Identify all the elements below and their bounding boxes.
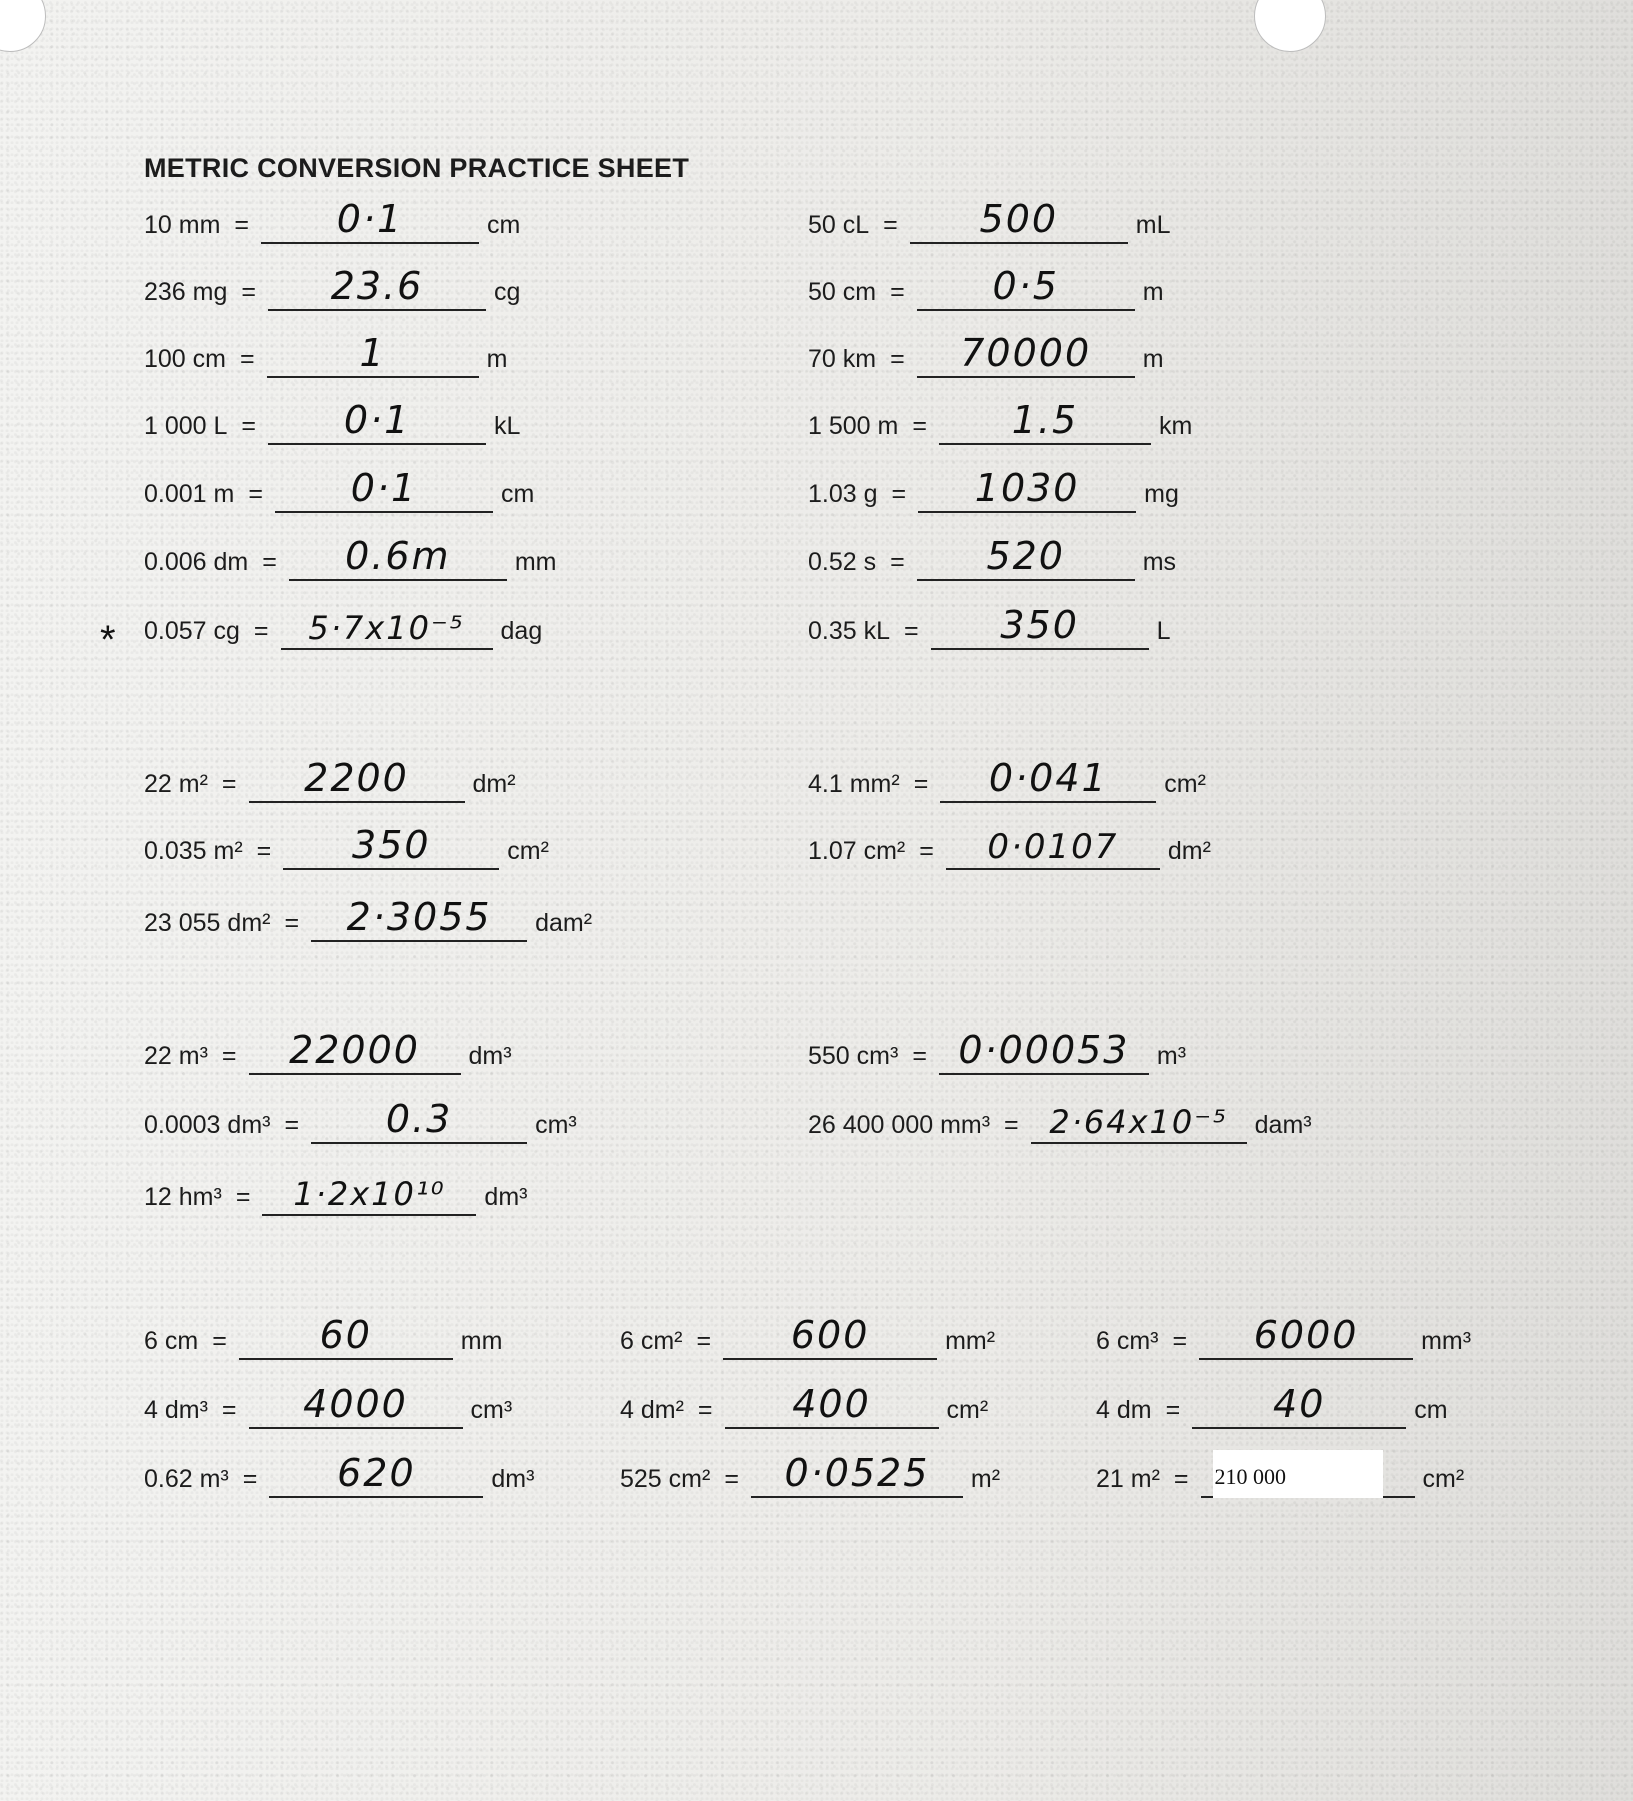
handwritten-answer: 23.6	[330, 264, 424, 308]
target-unit: cm	[500, 480, 535, 508]
handwritten-answer: 600	[790, 1313, 870, 1357]
question-row	[144, 1168, 527, 1216]
answer-blank	[939, 397, 1151, 445]
target-unit: dm³	[484, 1183, 528, 1211]
target-unit: m	[1142, 345, 1164, 373]
handwritten-answer: 5·7x10⁻⁵	[308, 609, 465, 647]
question-row	[620, 1450, 1000, 1498]
equals-sign: =	[1172, 1327, 1188, 1355]
handwritten-answer: 2·64x10⁻⁵	[1049, 1103, 1228, 1141]
answer-blank	[910, 196, 1128, 244]
question-row	[144, 465, 534, 513]
target-unit: cm³	[535, 1111, 577, 1139]
question-row	[808, 533, 1176, 581]
question-lhs: 4.1 mm²	[808, 770, 900, 798]
worksheet-title: METRIC CONVERSION PRACTICE SHEET	[144, 153, 690, 183]
answer-blank	[725, 1381, 939, 1429]
target-unit: m²	[970, 1465, 1001, 1493]
target-unit: mm	[460, 1327, 503, 1355]
question-row	[144, 330, 507, 378]
answer-blank	[917, 263, 1135, 311]
question-row	[808, 755, 1206, 803]
handwritten-answer: 60	[319, 1313, 372, 1357]
target-unit: mm²	[945, 1327, 996, 1355]
equals-sign: =	[242, 1465, 258, 1493]
equals-sign: =	[904, 617, 919, 645]
question-lhs: 4 dm³	[144, 1396, 208, 1424]
equals-sign: =	[234, 211, 250, 239]
question-lhs: 0.62 m³	[144, 1465, 229, 1493]
handwritten-answer: 0·1	[343, 398, 411, 442]
answer-blank	[1199, 1312, 1413, 1360]
binder-hole-left	[0, 0, 46, 52]
target-unit: cm²	[946, 1396, 989, 1424]
question-lhs: 0.35 kL	[808, 617, 891, 645]
question-row	[144, 397, 520, 445]
question-row	[1096, 1312, 1471, 1360]
question-lhs: 6 cm	[144, 1327, 199, 1355]
question-lhs: 6 cm²	[620, 1327, 683, 1355]
equals-sign: =	[1004, 1111, 1019, 1139]
target-unit: kL	[494, 412, 521, 440]
question-lhs: 23 055 dm²	[144, 909, 271, 937]
question-lhs: 1.03 g	[808, 480, 878, 508]
question-lhs: 0.057 cg	[144, 617, 240, 645]
equals-sign: =	[1165, 1396, 1181, 1424]
question-lhs: 6 cm³	[1096, 1327, 1159, 1355]
asterisk-marker: *	[100, 618, 116, 662]
answer-blank	[917, 533, 1135, 581]
answer-blank	[281, 602, 493, 650]
answer-blank	[268, 397, 486, 445]
handwritten-answer: 500	[979, 197, 1059, 241]
answer-blank	[1201, 1450, 1415, 1498]
answer-blank	[1031, 1096, 1247, 1144]
question-row	[808, 822, 1211, 870]
question-lhs: 22 m³	[144, 1042, 208, 1070]
question-lhs: 0.006 dm	[144, 548, 249, 576]
question-lhs: 26 400 000 mm³	[808, 1111, 991, 1139]
question-row	[808, 1096, 1312, 1144]
answer-blank	[751, 1450, 963, 1498]
equals-sign: =	[239, 345, 255, 373]
handwritten-answer: 1030	[974, 466, 1080, 510]
question-lhs: 12 hm³	[144, 1183, 222, 1211]
question-row	[808, 196, 1171, 244]
equals-sign: =	[284, 909, 300, 937]
handwritten-answer: 1	[359, 331, 386, 375]
question-row	[1096, 1450, 1464, 1498]
handwritten-answer: 0·041	[988, 756, 1108, 800]
handwritten-answer: 0·0107	[987, 827, 1119, 867]
target-unit: m	[1142, 278, 1164, 306]
target-unit: dm²	[472, 770, 516, 798]
handwritten-answer: 40	[1273, 1382, 1326, 1426]
question-lhs: 0.035 m²	[144, 837, 243, 865]
question-lhs: 0.52 s	[808, 548, 877, 576]
answer-blank	[940, 755, 1156, 803]
equals-sign: =	[890, 548, 905, 576]
answer-blank	[723, 1312, 937, 1360]
question-row	[144, 1381, 512, 1429]
handwritten-answer: 350	[1000, 603, 1079, 647]
target-unit: cm²	[1164, 770, 1206, 798]
question-row	[808, 465, 1179, 513]
question-row	[144, 822, 549, 870]
equals-sign: =	[891, 480, 907, 508]
handwritten-answer: 0.3	[385, 1097, 453, 1141]
equals-sign: =	[235, 1183, 251, 1211]
equals-sign: =	[253, 617, 269, 645]
target-unit: km	[1158, 412, 1193, 440]
question-lhs: 4 dm²	[620, 1396, 684, 1424]
target-unit: cm²	[507, 837, 549, 865]
equals-sign: =	[284, 1111, 300, 1139]
equals-sign: =	[262, 548, 277, 576]
question-row	[620, 1381, 988, 1429]
equals-sign: =	[1173, 1465, 1189, 1493]
answer-blank	[939, 1027, 1149, 1075]
target-unit: mL	[1135, 211, 1171, 239]
equals-sign: =	[256, 837, 272, 865]
question-row	[144, 755, 516, 803]
answer-blank	[918, 465, 1136, 513]
answer-blank	[917, 330, 1135, 378]
handwritten-answer: 1.5	[1011, 398, 1079, 442]
equals-sign: =	[913, 770, 929, 798]
equals-sign: =	[241, 412, 257, 440]
question-lhs: 21 m²	[1096, 1465, 1160, 1493]
handwritten-answer: 620	[337, 1451, 416, 1495]
target-unit: dm³	[491, 1465, 535, 1493]
question-lhs: 1 500 m	[808, 412, 899, 440]
equals-sign: =	[912, 1042, 927, 1070]
target-unit: m	[486, 345, 508, 373]
answer-blank	[269, 1450, 483, 1498]
equals-sign: =	[212, 1327, 227, 1355]
equals-sign: =	[883, 211, 898, 239]
question-lhs: 1 000 L	[144, 412, 228, 440]
question-row	[808, 263, 1164, 311]
target-unit: L	[1156, 617, 1171, 645]
target-unit: m³	[1156, 1042, 1187, 1070]
target-unit: mm³	[1421, 1327, 1472, 1355]
target-unit: cm	[487, 211, 521, 239]
equals-sign: =	[221, 770, 237, 798]
handwritten-answer: 22000	[289, 1028, 420, 1072]
target-unit: cm²	[1422, 1465, 1465, 1493]
question-lhs: 550 cm³	[808, 1042, 899, 1070]
answer-blank	[239, 1312, 453, 1360]
handwritten-answer: 2200	[304, 756, 409, 800]
answer-blank	[267, 330, 479, 378]
question-lhs: 10 mm	[144, 211, 221, 239]
question-row	[144, 1450, 534, 1498]
answer-blank	[311, 1096, 527, 1144]
handwritten-answer: 350	[352, 823, 431, 867]
question-row	[144, 894, 592, 942]
question-row	[144, 196, 520, 244]
question-row	[144, 602, 542, 650]
question-row	[144, 533, 557, 581]
question-lhs: 0.0003 dm³	[144, 1111, 271, 1139]
question-lhs: 50 cL	[808, 211, 870, 239]
equals-sign: =	[221, 1396, 237, 1424]
target-unit: dag	[500, 617, 543, 645]
handwritten-answer: 1·2x10¹⁰	[293, 1175, 446, 1213]
answer-blank	[249, 755, 465, 803]
handwritten-answer: 400	[792, 1382, 871, 1426]
answer-blank	[249, 1027, 461, 1075]
question-row	[808, 1027, 1186, 1075]
answer-blank	[931, 602, 1149, 650]
question-row	[144, 263, 520, 311]
question-row	[1096, 1381, 1448, 1429]
target-unit: cg	[494, 278, 521, 306]
question-lhs: 22 m²	[144, 770, 208, 798]
target-unit: mg	[1144, 480, 1179, 508]
question-lhs: 50 cm	[808, 278, 877, 306]
handwritten-answer: 70000	[960, 331, 1092, 375]
target-unit: cm³	[470, 1396, 513, 1424]
answer-blank	[268, 263, 486, 311]
target-unit: dam²	[535, 909, 593, 937]
handwritten-answer: 2·3055	[346, 895, 492, 939]
equals-sign: =	[248, 480, 263, 508]
handwritten-answer: 4000	[303, 1382, 408, 1426]
target-unit: dm²	[1167, 837, 1211, 865]
question-row	[808, 330, 1164, 378]
equals-sign: =	[890, 278, 905, 306]
question-row	[144, 1027, 512, 1075]
question-lhs: 1.07 cm²	[808, 837, 906, 865]
equals-sign: =	[919, 837, 934, 865]
equals-sign: =	[221, 1042, 237, 1070]
target-unit: cm	[1414, 1396, 1448, 1424]
equals-sign: =	[697, 1396, 713, 1424]
target-unit: mm	[514, 548, 557, 576]
question-row	[620, 1312, 995, 1360]
question-lhs: 100 cm	[144, 345, 226, 373]
question-row	[144, 1096, 577, 1144]
equals-sign: =	[912, 412, 927, 440]
answer-blank	[283, 822, 499, 870]
question-lhs: 525 cm²	[620, 1465, 711, 1493]
question-lhs: 0.001 m	[144, 480, 235, 508]
handwritten-answer: 0·1	[336, 197, 404, 241]
answer-blank	[275, 465, 493, 513]
handwritten-answer: 0·00053	[958, 1028, 1130, 1072]
equals-sign: =	[696, 1327, 712, 1355]
answer-blank	[946, 822, 1160, 870]
handwritten-answer: 0.6m	[345, 534, 451, 578]
answer-blank	[262, 1168, 476, 1216]
question-row	[808, 397, 1192, 445]
target-unit: ms	[1142, 548, 1177, 576]
answer-blank	[289, 533, 507, 581]
question-lhs: 4 dm	[1096, 1396, 1152, 1424]
target-unit: dm³	[468, 1042, 512, 1070]
answer-blank	[249, 1381, 463, 1429]
answer-blank	[1192, 1381, 1406, 1429]
equals-sign: =	[241, 278, 256, 306]
handwritten-answer: 520	[986, 534, 1065, 578]
handwritten-answer: 0·0525	[784, 1451, 930, 1495]
equals-sign: =	[890, 345, 905, 373]
handwritten-answer: 0·5	[992, 264, 1059, 308]
answer-blank	[261, 196, 479, 244]
target-unit: dam³	[1254, 1111, 1312, 1139]
handwritten-answer: 0·1	[350, 466, 418, 510]
question-row	[144, 1312, 502, 1360]
answer-blank	[311, 894, 527, 942]
question-lhs: 70 km	[808, 345, 877, 373]
equals-sign: =	[724, 1465, 739, 1493]
binder-hole-right	[1254, 0, 1326, 52]
question-row	[808, 602, 1171, 650]
question-lhs: 236 mg	[144, 278, 228, 306]
typed-answer: 210 000	[1214, 1464, 1287, 1489]
handwritten-answer: 6000	[1253, 1313, 1359, 1357]
